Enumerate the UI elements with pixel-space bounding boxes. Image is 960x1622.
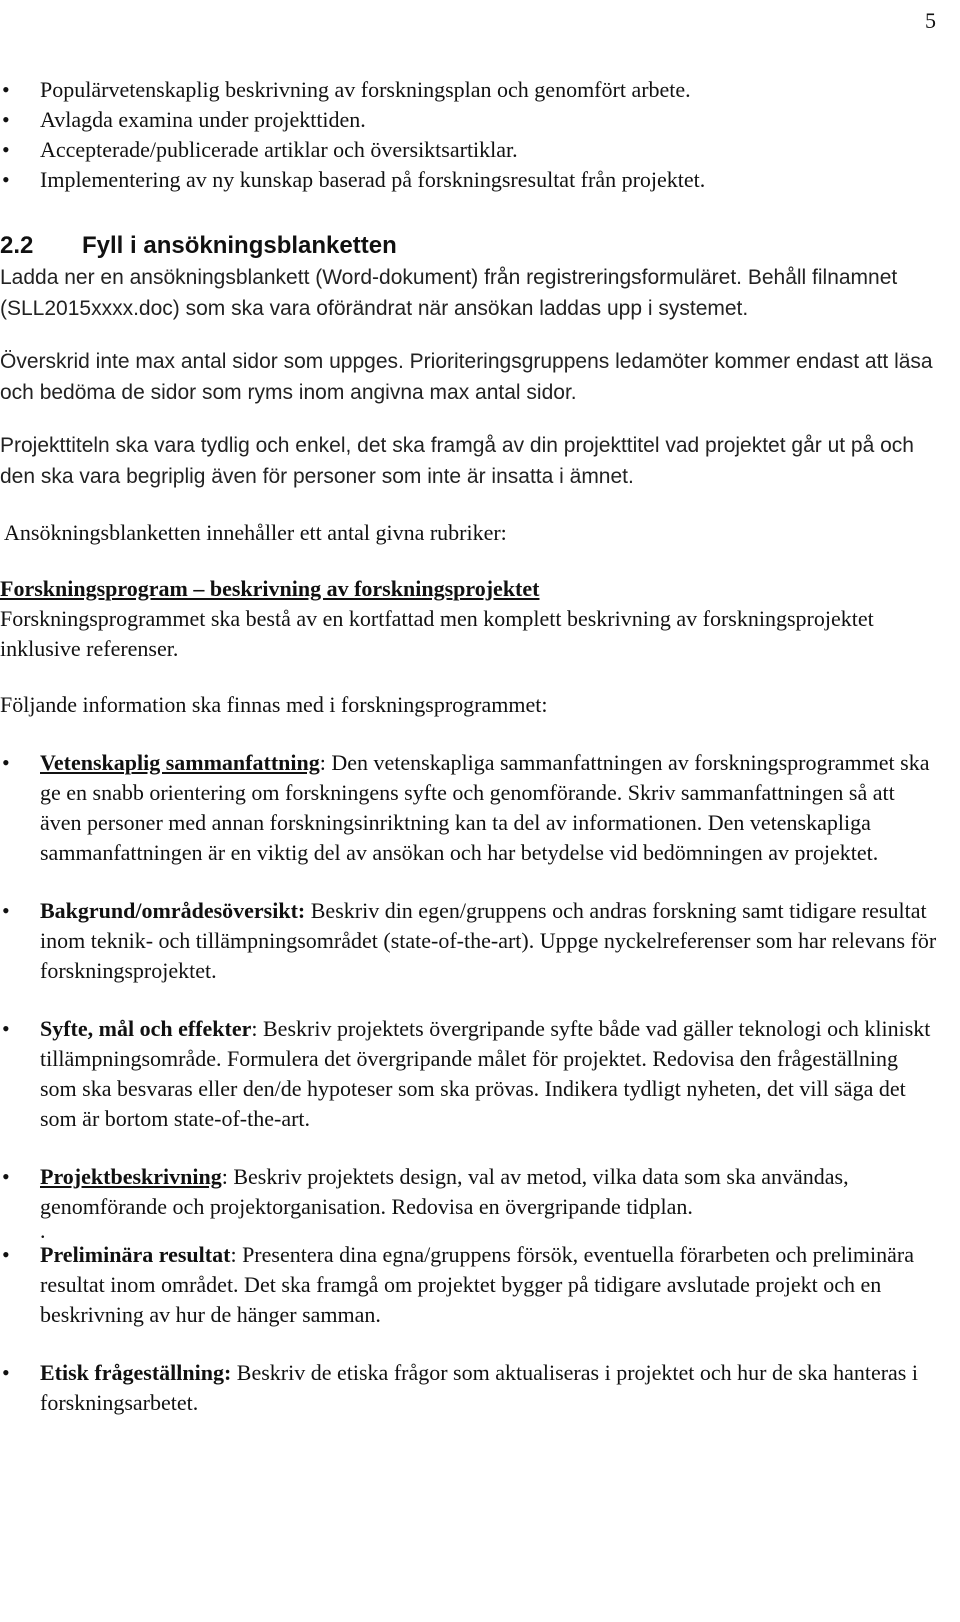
bullet-icon: • (2, 167, 10, 192)
bullet-icon: • (2, 750, 10, 775)
item-term: Syfte, mål och effekter (40, 1016, 252, 1041)
research-program-info-intro: Följande information ska finnas med i forskningsprogrammet: (0, 692, 548, 717)
list-item-text: Accepterade/publicerade artiklar och översiktsartiklar. (40, 137, 518, 162)
item-text: Beskriv din egen/gruppens och andras forskning samt tidigare resultat inom teknik- och tillämpningsområdet (state-of-the-art). Uppge nyckelreferenser som har relevans för forskningsprojektet. (40, 898, 937, 983)
bullet-icon: • (2, 1360, 10, 1385)
list-item (0, 1240, 940, 1330)
bullet-icon: • (2, 107, 10, 132)
section-heading (0, 230, 940, 262)
list-item (0, 896, 940, 986)
item-text: Den vetenskapliga sammanfattningen av forskningsprogrammet ska ge en snabb orientering om forskningens syfte och genomförande. Skriv sammanfattningen så att även personer med annan forskningsinriktning kan ta del av informationen. Den vetenskapliga sammanfattningen är en viktig del av ansökan och har betydelse vid bedömningen av projektet. (40, 750, 930, 865)
research-program-heading: Forskningsprogram – beskrivning av forskningsprojektet (0, 576, 540, 601)
bullet-icon: • (2, 137, 10, 162)
bullet-icon: • (2, 1016, 10, 1041)
section-number: 2.2 (0, 232, 34, 259)
list-item (0, 748, 940, 868)
item-term: Preliminära resultat (40, 1242, 231, 1267)
paragraph-project-title: Projekttiteln ska vara tydlig och enkel, det ska framgå av din projekttitel vad projektet går ut på och den ska vara begriplig även för personer som inte är insatta i ämnet. (0, 434, 914, 488)
bullet-icon: • (2, 1164, 10, 1189)
list-item (0, 165, 940, 195)
intro-bullet-list (0, 75, 940, 195)
list-item (0, 75, 940, 105)
list-item-text: Avlagda examina under projekttiden. (40, 107, 366, 132)
item-text: Beskriv projektets övergripande syfte både vad gäller teknologi och kliniskt tillämpningsområde. Formulera det övergripande målet för projektet. Redovisa den frågeställning som ska besvaras eller den/de hypoteser som ska prövas. Indikera tydligt nyheten, det vill säga det som är bortom state-of-the-art. (40, 1016, 931, 1131)
paragraph-download-form: Ladda ner en ansökningsblankett (Word-dokument) från registreringsformuläret. Behåll filnamnet (SLL2015xxxx.doc) som ska vara oförändrat när ansökan laddas upp i systemet. (0, 266, 898, 320)
item-separator: : (251, 1016, 258, 1041)
item-separator: : (221, 1164, 228, 1189)
list-item (0, 135, 940, 165)
paragraph-page-limit: Överskrid inte max antal sidor som uppges. Prioriteringsgruppens ledamöter kommer endast att läsa och bedöma de sidor som ryms inom angivna max antal sidor. (0, 350, 933, 404)
research-program-description: Forskningsprogrammet ska bestå av en kortfattad men komplett beskrivning av forskningsprojektet inklusive referenser. (0, 606, 874, 661)
list-item-text: Implementering av ny kunskap baserad på forskningsresultat från projektet. (40, 167, 706, 192)
bullet-icon: • (2, 1242, 10, 1267)
item-text: Beskriv projektets design, val av metod, vilka data som ska användas, genomförande och projektorganisation. Redovisa en övergripande tidplan. (40, 1164, 849, 1219)
bullet-icon: • (2, 898, 10, 923)
stray-period: . (40, 1218, 46, 1243)
item-term: Etisk frågeställning: (40, 1360, 232, 1385)
item-term: Vetenskaplig sammanfattning (40, 750, 320, 775)
list-item-text: Populärvetenskaplig beskrivning av forskningsplan och genomfört arbete. (40, 77, 691, 102)
bullet-icon: • (2, 77, 10, 102)
list-item (0, 1162, 940, 1243)
section-title: Fyll i ansökningsblanketten (82, 232, 397, 259)
item-term: Projektbeskrivning (40, 1164, 222, 1189)
item-text: Beskriv de etiska frågor som aktualiseras i projektet och hur de ska hanteras i forskningsarbetet. (40, 1360, 918, 1415)
list-item (0, 1358, 940, 1418)
item-separator: : (230, 1242, 237, 1267)
page-number: 5 (925, 8, 936, 33)
list-item (0, 105, 940, 135)
item-text: Presentera dina egna/gruppens försök, eventuella förarbeten och preliminära resultat inom området. Det ska framgå om projektet bygger på tidigare avslutade projekt och en beskrivning av hur de hänger samman. (40, 1242, 915, 1327)
research-program-item-list (0, 748, 940, 1418)
paragraph-form-intro: Ansökningsblanketten innehåller ett antal givna rubriker: (4, 520, 507, 545)
item-term: Bakgrund/områdesöversikt: (40, 898, 306, 923)
list-item (0, 1014, 940, 1134)
document-body (0, 75, 940, 1418)
item-separator: : (319, 750, 326, 775)
